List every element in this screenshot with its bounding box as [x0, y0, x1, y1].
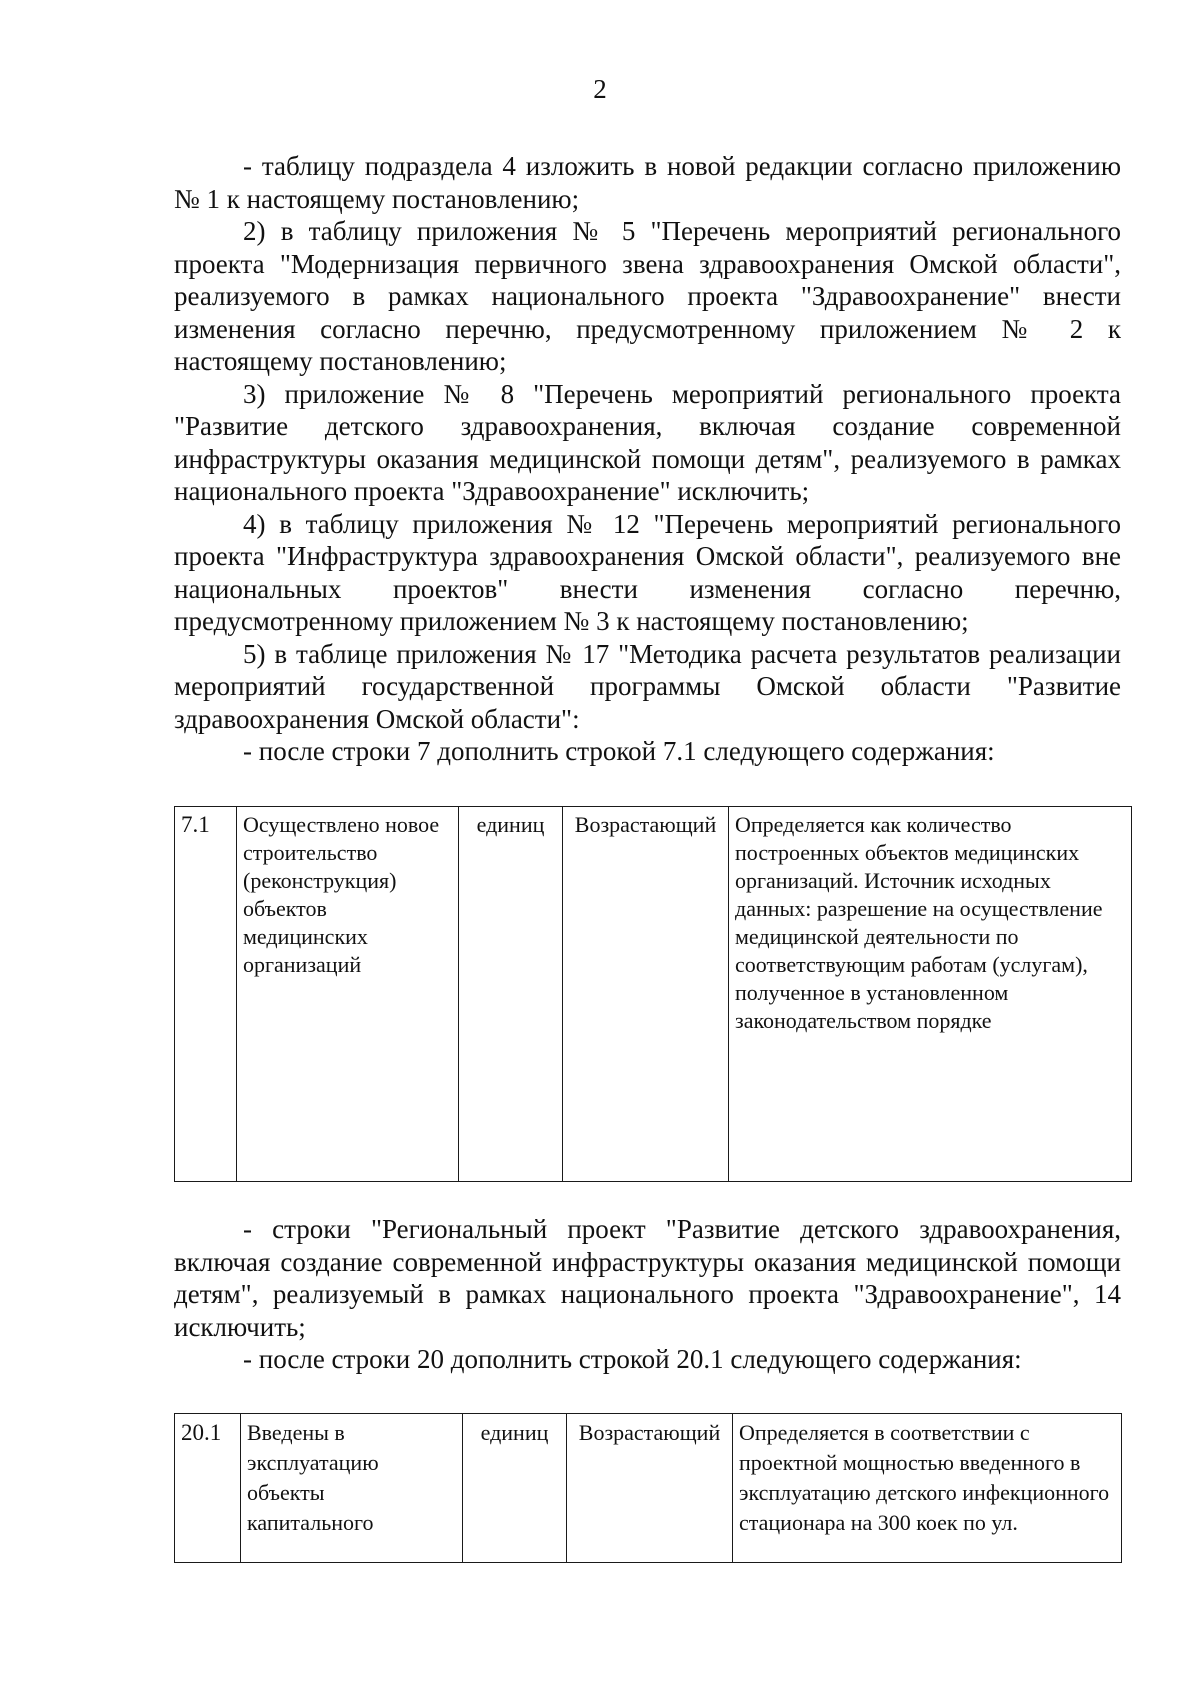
row-number-cell: 7.1	[175, 807, 237, 1182]
trend-cell: Возрастающий	[563, 807, 729, 1182]
paragraph: - строки "Региональный проект "Развитие детского здравоохранения, включая создание современной инфраструктуры оказания медицинской помощи детям", реализуемый в рамках национального проекта "Здравоохранение", 14 исключить;	[174, 1214, 1121, 1342]
paragraph: 5) в таблице приложения № 17 "Методика расчета результатов реализации мероприятий государственной программы Омской области "Развитие здравоохранения Омской области":	[174, 638, 1121, 734]
paragraph: - таблицу подраздела 4 изложить в новой редакции согласно приложению № 1 к настоящему постановлению;	[174, 151, 1121, 214]
indicator-name-cell: Введены в эксплуатацию объекты капитального	[241, 1414, 463, 1563]
body-text-section-2	[174, 1213, 1121, 1376]
paragraph: - после строки 7 дополнить строкой 7.1 следующего содержания:	[243, 736, 995, 766]
page-number: 2	[593, 74, 607, 104]
row-20-1-table	[174, 1413, 1122, 1563]
method-cell: Определяется в соответствии с проектной мощностью введенного в эксплуатацию детского инфекционного стационара на 300 коек по ул.	[733, 1414, 1122, 1563]
body-text-section-1	[174, 150, 1121, 768]
row-7-1-table	[174, 806, 1132, 1182]
table-row	[175, 807, 1132, 1182]
paragraph: - после строки 20 дополнить строкой 20.1 следующего содержания:	[243, 1344, 1022, 1374]
row-number-cell: 20.1	[175, 1414, 241, 1563]
paragraph: 4) в таблицу приложения № 12 "Перечень мероприятий регионального проекта "Инфраструктура здравоохранения Омской области", реализуемого вне национальных проектов" внести изменения согласно перечню, предусмотренному приложением № 3 к настоящему постановлению;	[174, 508, 1121, 636]
paragraph: 2) в таблицу приложения № 5 "Перечень мероприятий регионального проекта "Модернизация первичного звена здравоохранения Омской области", реализуемого в рамках национального проекта "Здравоохранение" внести изменения согласно перечню, предусмотренному приложением № 2 к настоящему постановлению;	[174, 216, 1121, 376]
unit-cell: единиц	[459, 807, 563, 1182]
indicator-name-cell: Осуществлено новое строительство (реконструкция) объектов медицинских организаций	[237, 807, 459, 1182]
paragraph: 3) приложение № 8 "Перечень мероприятий регионального проекта "Развитие детского здравоохранения, включая создание современной инфраструктуры оказания медицинской помощи детям", реализуемого в рамках национального проекта "Здравоохранение" исключить;	[174, 378, 1121, 506]
method-cell: Определяется как количество построенных объектов медицинских организаций. Источник исходных данных: разрешение на осуществление медицинской деятельности по соответствующим работам (услугам), полученное в установленном законодательством порядке	[729, 807, 1132, 1182]
trend-cell: Возрастающий	[567, 1414, 733, 1563]
unit-cell: единиц	[463, 1414, 567, 1563]
table-row	[175, 1414, 1122, 1563]
